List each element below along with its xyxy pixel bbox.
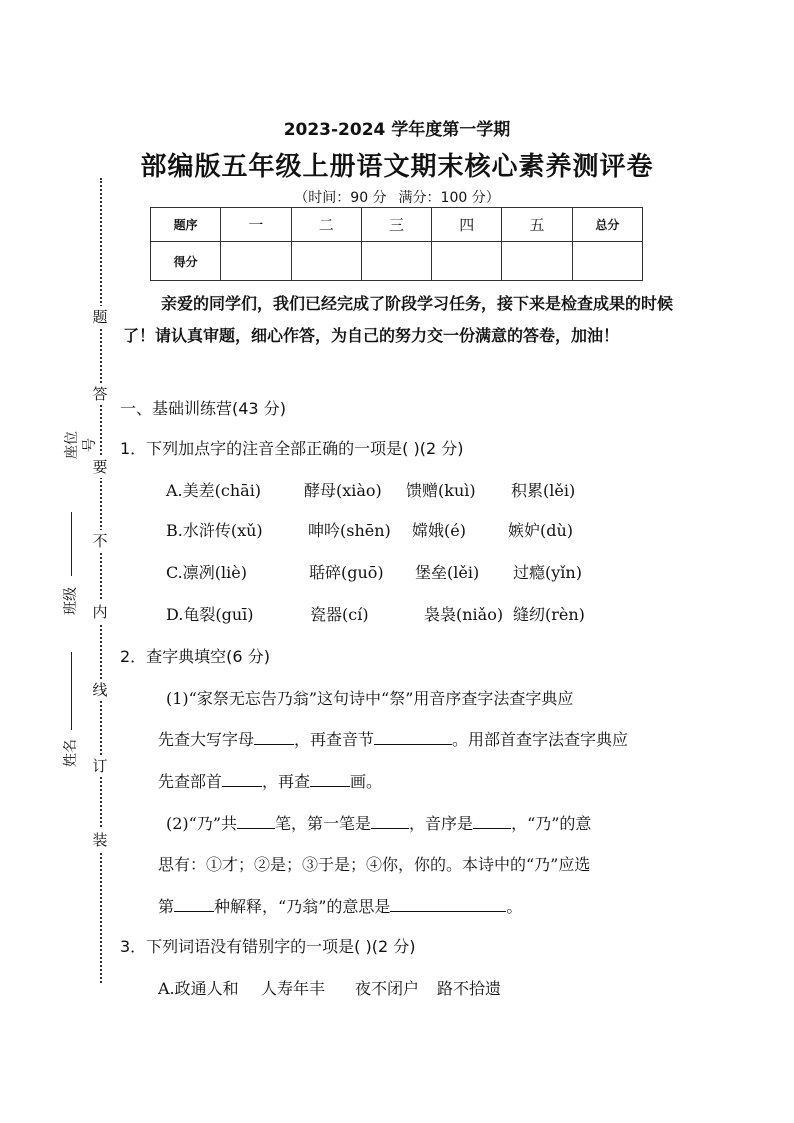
text: 笔，第一笔是: [275, 814, 372, 833]
name-label: 姓名: [63, 739, 79, 767]
answer-blank[interactable]: [390, 895, 506, 912]
answer-blank[interactable]: [473, 812, 511, 829]
page-title: 部编版五年级上册语文期末核心素养测评卷: [140, 152, 654, 182]
binding-dotted-line: [100, 178, 102, 983]
q1-d-item: 袅袅(niǎo): [424, 605, 504, 624]
q1-b-item: 嫉妒(dù): [508, 521, 574, 540]
section-heading: 一、基础训练营(43 分): [120, 399, 286, 418]
score-header-cell: 四: [432, 208, 502, 242]
score-cell[interactable]: [572, 242, 642, 281]
text: 先查部首: [158, 772, 223, 791]
q1-b-item: 呻吟(shēn): [308, 521, 391, 540]
q3-a-item: A.政通人和: [158, 979, 239, 998]
q1-c-item: 过瘾(yǐn): [513, 563, 582, 582]
score-table: [150, 207, 643, 281]
q1-c-item: 聒碎(guō): [309, 563, 384, 582]
score-header-cell: 五: [502, 208, 572, 242]
answer-blank[interactable]: [374, 728, 452, 745]
score-cell[interactable]: [502, 242, 572, 281]
exam-info: [0, 187, 794, 207]
text: ，音序是: [409, 814, 474, 833]
q3-a-item: 路不拾遗: [437, 979, 502, 998]
text: ，“乃”的意: [511, 814, 592, 833]
name-fill-line: [71, 652, 72, 730]
answer-blank[interactable]: [237, 812, 275, 829]
q1-a-item: 酵母(xiào): [304, 481, 382, 500]
question-3-stem: 3．下列词语没有错别字的一项是( )(2 分): [120, 937, 416, 956]
margin-char: 不: [90, 530, 110, 552]
answer-blank[interactable]: [174, 895, 214, 912]
margin-char: 内: [90, 601, 110, 623]
answer-blank[interactable]: [310, 770, 350, 787]
q2-part2-line1: [166, 811, 591, 834]
q1-a-item: A.美差(chāi): [166, 481, 262, 500]
margin-char: 订: [90, 755, 110, 777]
full-score: 满分：100 分）: [398, 190, 500, 206]
q2-part1-line1: (1)“家祭无忘告乃翁”这句诗中“祭”用音序查字法查字典应: [166, 689, 574, 708]
text: 第: [158, 897, 175, 916]
margin-char: 线: [90, 679, 110, 701]
q1-d-item: 瓷器(cí): [310, 605, 369, 624]
answer-blank[interactable]: [254, 728, 294, 745]
text: 画。: [350, 772, 383, 791]
school-year: 2023-2024 学年度第一学期: [283, 120, 511, 140]
q2-part2-line2: 思有：①才；②是；③于是；④你，你的。本诗中的“乃”应选: [158, 855, 591, 874]
q2-part1-line2: [158, 727, 628, 750]
q1-a-item: 馈赠(kuì): [406, 481, 476, 500]
q3-a-item: 人寿年丰: [261, 979, 326, 998]
q1-a-item: 积累(lěi): [511, 481, 576, 500]
q1-c-item: 堡垒(lěi): [415, 563, 480, 582]
text: 种解释，“乃翁”的意思是: [214, 897, 391, 916]
margin-char: 装: [90, 829, 110, 851]
score-header-cell: 三: [361, 208, 431, 242]
time-limit: （时间：90 分: [294, 190, 387, 206]
q2-part2-line3: [158, 894, 522, 917]
q1-d-item: 缝纫(rèn): [513, 605, 585, 624]
score-cell[interactable]: [432, 242, 502, 281]
score-row-label: 得分: [151, 242, 221, 281]
margin-char: 要: [90, 456, 110, 478]
text: 。: [506, 897, 523, 916]
text: ，再查音节: [294, 730, 375, 749]
score-cell[interactable]: [291, 242, 361, 281]
answer-blank[interactable]: [371, 812, 409, 829]
class-label: 班级: [63, 587, 79, 615]
score-cell[interactable]: [221, 242, 291, 281]
text: (2)“乃”共: [166, 814, 238, 833]
class-fill-line: [71, 512, 72, 576]
intro-paragraph: 亲爱的同学们，我们已经完成了阶段学习任务，接下来是检查成果的时候了！请认真审题，细心作答，为自己的努力交一份满意的答卷，加油！: [123, 294, 674, 345]
margin-char: 题: [90, 306, 110, 328]
q3-a-item: 夜不闭户: [355, 979, 420, 998]
score-cell[interactable]: [361, 242, 431, 281]
q1-b-item: 嫦娥(é): [412, 521, 466, 540]
score-header-cell: 总分: [572, 208, 642, 242]
text: 先查大写字母: [158, 730, 255, 749]
margin-char: 答: [90, 383, 110, 405]
score-header-cell: 题序: [151, 208, 221, 242]
question-1-stem: 1．下列加点字的注音全部正确的一项是( )(2 分): [120, 439, 464, 458]
seat-number-label: 座位号: [64, 431, 98, 459]
answer-blank[interactable]: [222, 770, 262, 787]
q1-c-item: C.凛冽(liè): [166, 563, 247, 582]
q2-part1-line3: [158, 769, 382, 792]
q1-b-item: B.水浒传(xǔ): [166, 521, 263, 540]
text: 。用部首查字法查字典应: [452, 730, 629, 749]
q1-d-item: D.龟裂(guī): [166, 605, 254, 624]
text: ，再查: [262, 772, 311, 791]
question-2-stem: 2．查字典填空(6 分): [120, 647, 270, 666]
score-header-cell: 一: [221, 208, 291, 242]
score-header-cell: 二: [291, 208, 361, 242]
